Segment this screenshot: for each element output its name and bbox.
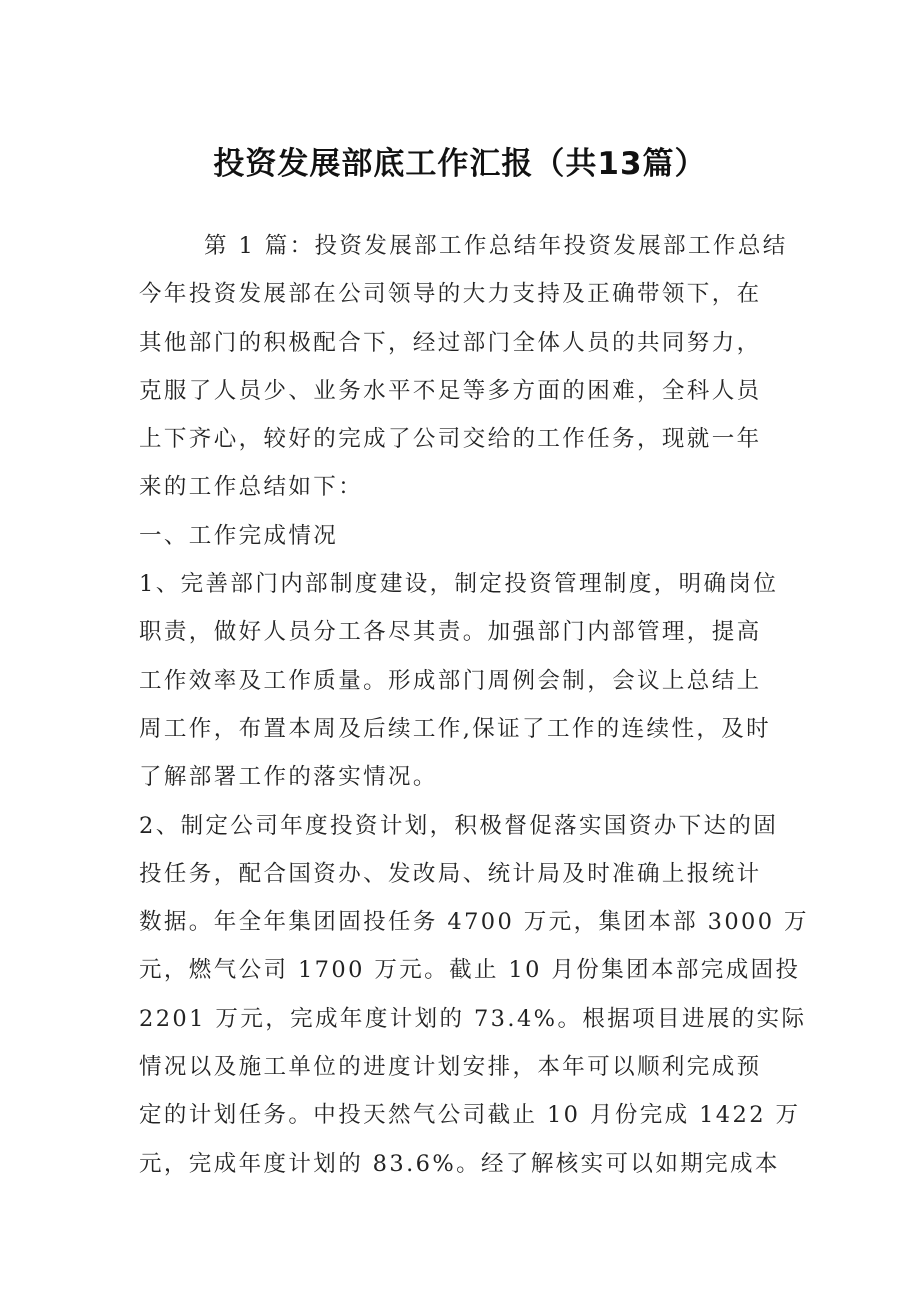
paragraph-line: 数据。年全年集团固投任务 4700 万元，集团本部 3000 万	[139, 909, 809, 936]
section-heading: 一、工作完成情况	[139, 522, 339, 549]
paragraph-line: 其他部门的积极配合下，经过部门全体人员的共同努力，	[139, 329, 762, 356]
paragraph-line: 2201 万元，完成年度计划的 73.4%。根据项目进展的实际	[139, 1005, 807, 1032]
paragraph-line: 工作效率及工作质量。形成部门周例会制，会议上总结上	[139, 667, 762, 694]
paragraph-line: 今年投资发展部在公司领导的大力支持及正确带领下，在	[139, 281, 762, 308]
paragraph-line: 来的工作总结如下：	[139, 474, 364, 501]
paragraph-line: 周工作，布置本周及后续工作,保证了工作的连续性，及时	[139, 715, 772, 742]
paragraph-line: 定的计划任务。中投天然气公司截止 10 月份完成 1422 万	[139, 1102, 801, 1129]
document-body	[139, 222, 809, 1188]
paragraph-line: 克服了人员少、业务水平不足等多方面的困难，全科人员	[139, 377, 762, 404]
document-title: 投资发展部底工作汇报（共13篇）	[213, 146, 707, 182]
paragraph-line: 职责，做好人员分工各尽其责。加强部门内部管理，提高	[139, 619, 762, 646]
paragraph-line: 2、制定公司年度投资计划，积极督促落实国资办下达的固	[139, 812, 779, 839]
paragraph-line: 情况以及施工单位的进度计划安排，本年可以顺利完成预	[139, 1054, 762, 1081]
paragraph-line: 元，燃气公司 1700 万元。截止 10 月份集团本部完成固投	[139, 957, 801, 984]
paragraph-line: 第 1 篇：投资发展部工作总结年投资发展部工作总结	[204, 233, 788, 259]
paragraph-line: 元，完成年度计划的 83.6%。经了解核实可以如期完成本	[139, 1150, 780, 1177]
paragraph-line: 了解部署工作的落实情况。	[139, 764, 438, 791]
paragraph-line: 上下齐心，较好的完成了公司交给的工作任务，现就一年	[139, 426, 762, 453]
paragraph-line: 1、完善部门内部制度建设，制定投资管理制度，明确岗位	[139, 571, 779, 598]
paragraph-line: 投任务，配合国资办、发改局、统计局及时准确上报统计	[139, 860, 762, 887]
